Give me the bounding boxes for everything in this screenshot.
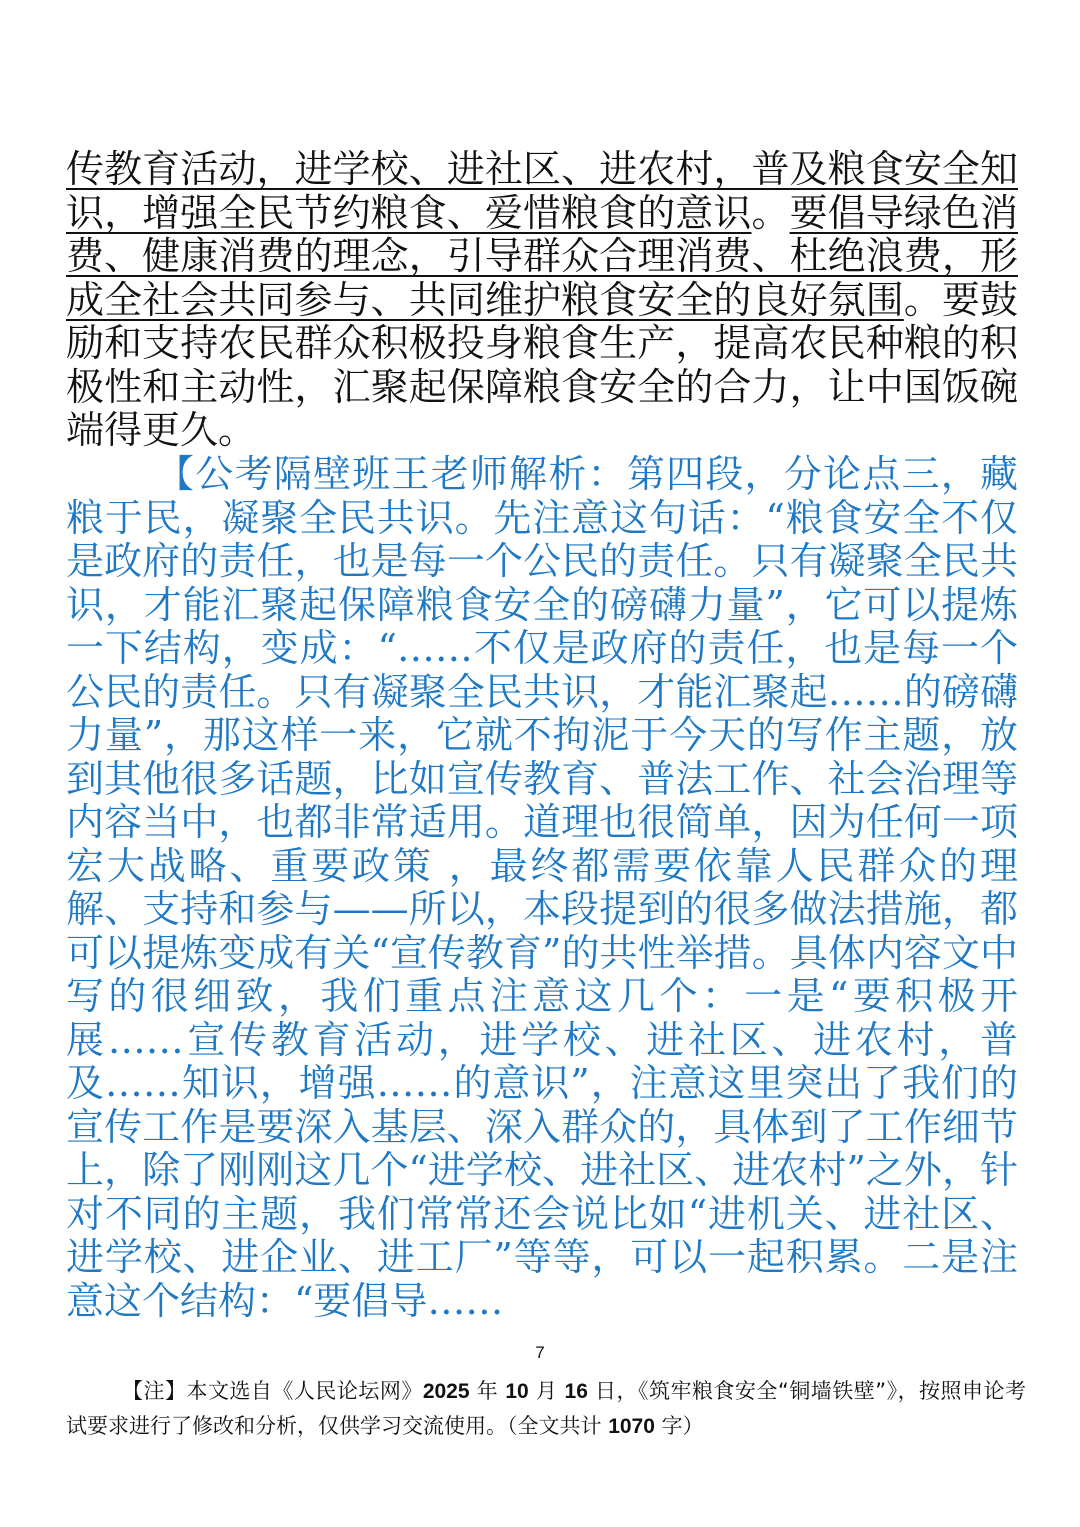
body-text-segment-2: 。要鼓励和支持农民群众积极投身粮食生产，提高农民种粮的积极性和主动性，汇聚起保障粮食安全的合力，让中国饭碗端得更久。 <box>66 277 1018 452</box>
footnote-month: 10 <box>505 1380 529 1403</box>
analysis-paragraph: 【公考隔壁班王老师解析：第四段，分论点三，藏粮于民，凝聚全民共识。先注意这句话：“粮食安全不仅是政府的责任，也是每一个公民的责任。只有凝聚全民共识，才能汇聚起保障粮食安全的磅礴力量”，它可以提炼一下结构，变成：“……不仅是政府的责任，也是每一个公民的责任。只有凝聚全民共识，才能汇聚起……的磅礴力量”，那这样一来，它就不拘泥于今天的写作主题，放到其他很多话题，比如宣传教育、普法工作、社会治理等内容当中，也都非常适用。道理也很简单，因为任何一项宏大战略、重要政策 ，最终都需要依靠人民群众的理解、支持和参与——所以，本段提到的很多做法措施，都可以提炼变成有关“宣传教育”的共性举措。具体内容文中写的很细致，我们重点注意这几个：一是“要积极开展……宣传教育活动，进学校、进社区、进农村，普及……知识，增强……的意识”，注意这里突出了我们的宣传工作是要深入基层、深入群众的，具体到了工作细节上，除了刚刚这几个“进学校、进社区、进农村”之外，针对不同的主题，我们常常还会说比如“进机关、进社区、进学校、进企业、进工厂”等等，可以一起积累。二是注意这个结构：“要倡导…… <box>66 452 1018 1323</box>
footnote-day: 16 <box>564 1380 588 1403</box>
footnote-year-unit: 年 <box>469 1379 506 1403</box>
footnote-rest: 日，《筑牢粮食安全“铜墙铁壁”》，按照申论考试要求进行了修改和分析，仅供学习交流使用。（全文共计 <box>66 1379 1026 1438</box>
footnote-year: 2025 <box>422 1380 470 1403</box>
underlined-sentence-2: 要倡导绿色消费、健康消费的理念，引导群众合理消费、杜绝浪费，形成全社会共同参与、共同维护粮食安全的良好氛围 <box>66 190 1018 322</box>
footnote-end: 字） <box>654 1414 704 1438</box>
body-text-segment-1: 。 <box>751 190 790 235</box>
page-number: 7 <box>535 1343 545 1362</box>
body-paragraph <box>66 148 1018 453</box>
footnote-prefix: 【注】本文选自《人民论坛网》 <box>122 1379 423 1403</box>
footnote <box>66 1374 1026 1444</box>
footnote-month-unit: 月 <box>528 1379 565 1403</box>
footnote-word-count: 1070 <box>608 1415 655 1438</box>
underlined-sentence-1: 传教育活动，进学校、进社区、进农村，普及粮食安全知识，增强全民节约粮食、爱惜粮食的意识 <box>66 147 1018 235</box>
